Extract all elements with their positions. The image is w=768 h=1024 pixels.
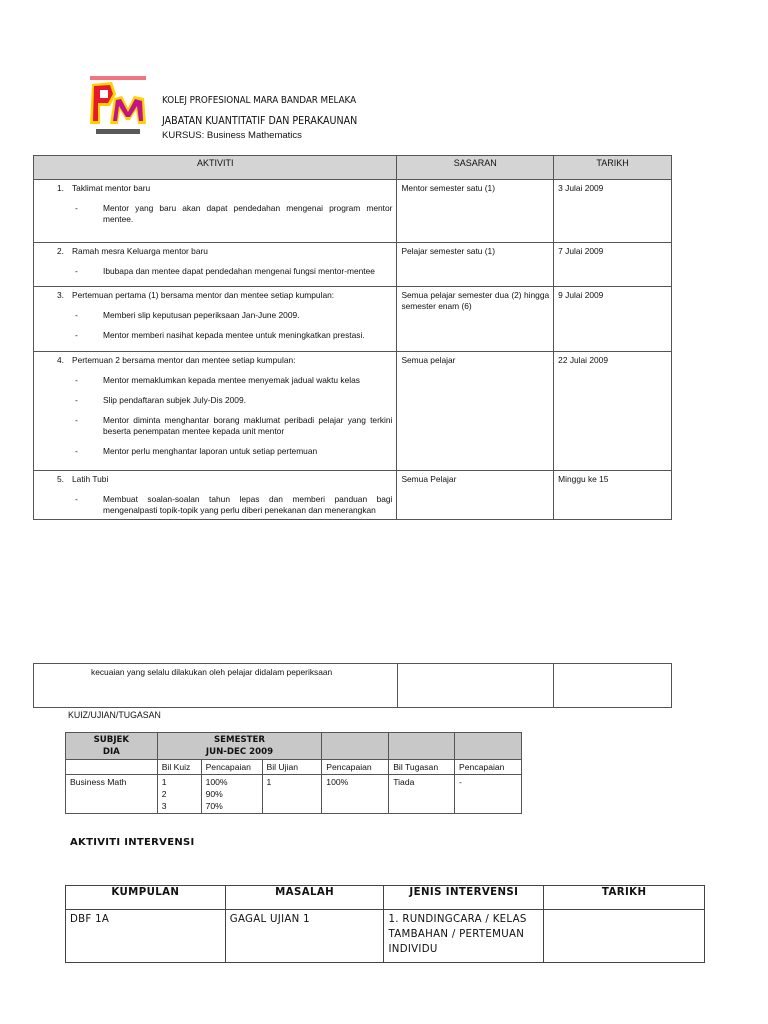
activity-row [34, 471, 672, 520]
activity-cell [34, 352, 397, 471]
activity-item: - Mentor yang baru akan dapat pendedahan mengenai program mentor mentee. [90, 203, 392, 225]
bil-ujian-cell: 1 [262, 775, 322, 814]
activity-cell [34, 471, 397, 520]
tarikh-cell [544, 910, 705, 963]
date-cell: 9 Julai 2009 [554, 287, 672, 352]
activity-cell [34, 180, 397, 243]
header-activity: AKTIVITI [34, 156, 397, 180]
continuation-row [34, 664, 672, 708]
header-blank [455, 733, 522, 760]
date-cell: 22 Julai 2009 [554, 352, 672, 471]
column-header: Bil Kuiz [157, 760, 201, 775]
column-header: Bil Ujian [262, 760, 322, 775]
kuiz-header-row [66, 733, 522, 760]
pencapaian-ujian-cell: 100% [322, 775, 389, 814]
activity-cell [34, 243, 397, 287]
jenis-cell: 1. RUNDINGCARA / KELAS TAMBAHAN / PERTEMUAN INDIVIDU [384, 910, 544, 963]
header-tarikh: TARIKH [544, 886, 705, 910]
bil-kuiz-value: 3 [161, 801, 167, 811]
semester-header: SEMESTER JUN-DEC 2009 [157, 733, 322, 760]
intervensi-row [66, 910, 705, 963]
activity-title: 5. Latih Tubi [57, 474, 109, 484]
activity-item: - Mentor memaklumkan kepada mentee menyemak jadual waktu kelas [90, 375, 392, 386]
header-jenis: JENIS INTERVENSI [384, 886, 544, 910]
header-masalah: MASALAH [225, 886, 384, 910]
kuiz-data-row [66, 775, 522, 814]
kuiz-table [65, 732, 522, 814]
intervensi-table [65, 885, 705, 963]
activity-title: 1. Taklimat mentor baru [57, 183, 151, 193]
activities-header-row [34, 156, 672, 180]
pencapaian-kuiz-value: 70% [205, 801, 223, 811]
activity-title: 3. Pertemuan pertama (1) bersama mentor dan mentee setiap kumpulan: [57, 290, 335, 300]
date-cell: 7 Julai 2009 [554, 243, 672, 287]
department-name: JABATAN KUANTITATIF DAN PERAKAUNAN [162, 115, 358, 127]
bil-kuiz-value: 1 [161, 777, 167, 787]
activity-item: - Ibubapa dan mentee dapat pendedahan mengenai fungsi mentor-mentee [90, 266, 392, 277]
institution-name: KOLEJ PROFESIONAL MARA BANDAR MELAKA [162, 95, 357, 106]
target-cell: Semua Pelajar [397, 471, 554, 520]
bil-kuiz-value: 2 [161, 789, 167, 799]
activity-cell [34, 287, 397, 352]
activities-continuation-table [33, 663, 672, 708]
intervensi-header-row [66, 886, 705, 910]
header-date: TARIKH [554, 156, 672, 180]
date-cell: 3 Julai 2009 [554, 180, 672, 243]
target-cell: Semua pelajar semester dua (2) hingga semester enam (6) [397, 287, 554, 352]
bil-tugasan-cell: Tiada [389, 775, 455, 814]
activity-row [34, 352, 672, 471]
column-header: Bil Tugasan [389, 760, 455, 775]
continuation-date [554, 664, 672, 708]
activities-table [33, 155, 672, 520]
activity-row [34, 243, 672, 287]
masalah-cell: GAGAL UJIAN 1 [225, 910, 384, 963]
continuation-text: kecuaian yang selalu dilakukan oleh pelajar didalam peperiksaan [34, 664, 398, 708]
date-cell: Minggu ke 15 [554, 471, 672, 520]
activity-row [34, 180, 672, 243]
activity-title: 4. Pertemuan 2 bersama mentor dan mentee setiap kumpulan: [57, 355, 296, 365]
course-name: KURSUS: Business Mathematics [162, 130, 302, 141]
continuation-target [397, 664, 554, 708]
pencapaian-kuiz-value: 100% [205, 777, 228, 787]
column-blank [66, 760, 158, 775]
target-cell: Semua pelajar [397, 352, 554, 471]
header-blank [389, 733, 455, 760]
activity-item: - Mentor memberi nasihat kepada mentee untuk meningkatkan prestasi. [90, 330, 392, 341]
activity-row [34, 287, 672, 352]
subject-header: SUBJEK DIA [66, 733, 158, 760]
column-header: Pencapaian [455, 760, 522, 775]
activity-title: 2. Ramah mesra Keluarga mentor baru [57, 246, 208, 256]
pencapaian-kuiz-value: 90% [205, 789, 223, 799]
subject-cell: Business Math [66, 775, 158, 814]
column-header: Pencapaian [201, 760, 262, 775]
intervensi-title: AKTIVITI INTERVENSI [70, 837, 195, 848]
kumpulan-cell: DBF 1A [66, 910, 226, 963]
college-logo [86, 76, 150, 138]
kuiz-label: KUIZ/UJIAN/TUGASAN [68, 710, 161, 720]
column-header: Pencapaian [322, 760, 389, 775]
target-cell: Pelajar semester satu (1) [397, 243, 554, 287]
activity-item: - Memberi slip keputusan peperiksaan Jan-June 2009. [90, 310, 392, 321]
activity-item: - Membuat soalan-soalan tahun lepas dan memberi panduan bagi mengenalpasti topik-topik yang perlu diberi penekanan dan menerangkan [90, 494, 392, 516]
kuiz-column-row [66, 760, 522, 775]
header-kumpulan: KUMPULAN [66, 886, 226, 910]
target-cell: Mentor semester satu (1) [397, 180, 554, 243]
activity-item: - Mentor diminta menghantar borang maklumat peribadi pelajar yang terkini beserta penempatan mentee kepada unit mentor [90, 415, 392, 437]
bil-kuiz-cell [157, 775, 201, 814]
pencapaian-kuiz-cell [201, 775, 262, 814]
activity-item: - Mentor perlu menghantar laporan untuk setiap pertemuan [90, 446, 392, 457]
pencapaian-tugasan-cell: - [455, 775, 522, 814]
header-blank [322, 733, 389, 760]
activity-item: - Slip pendaftaran subjek July-Dis 2009. [90, 395, 392, 406]
header-target: SASARAN [397, 156, 554, 180]
